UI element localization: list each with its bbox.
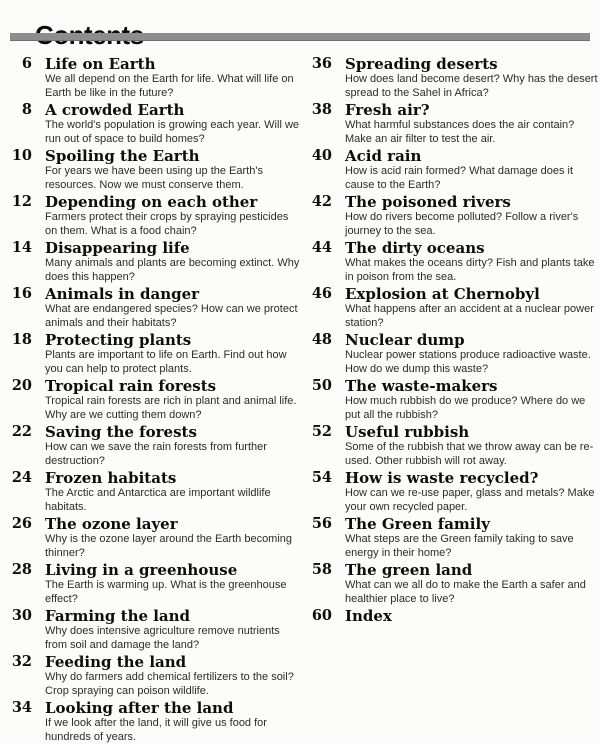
toc-entry-title: Looking after the land (45, 699, 234, 717)
toc-entry (8, 285, 300, 330)
toc-entry (8, 239, 300, 284)
toc-entry (8, 423, 300, 468)
toc-entry-title: Frozen habitats (45, 469, 177, 487)
toc-entry-title: Disappearing life (45, 239, 190, 257)
toc-entry (308, 377, 600, 422)
toc-entry-page-number: 42 (311, 193, 332, 210)
toc-entry (308, 101, 600, 146)
toc-entry (308, 515, 600, 560)
toc-entry-description: Many animals and plants are becoming extinct. Why does this happen? (45, 257, 300, 283)
toc-entry (8, 699, 300, 744)
toc-entry (8, 561, 300, 606)
toc-entry-description: What steps are the Green family taking to save energy in their home? (345, 533, 574, 559)
toc-entry (8, 147, 300, 192)
toc-entry-description: Why do farmers add chemical fertilizers to the soil? Crop spraying can poison wildlife. (45, 671, 294, 697)
toc-entry-title: Acid rain (345, 147, 422, 165)
toc-entry-title: How is waste recycled? (345, 469, 539, 487)
toc-entry-title: Spoiling the Earth (45, 147, 200, 165)
toc-entry (308, 193, 600, 238)
toc-entry (8, 55, 300, 100)
toc-entry-title: Feeding the land (45, 653, 187, 671)
toc-entry (308, 607, 600, 625)
toc-entry-title: Explosion at Chernobyl (345, 285, 540, 303)
toc-entry-page-number: 24 (11, 469, 32, 486)
toc-entry (308, 285, 600, 330)
toc-entry (8, 653, 300, 698)
toc-entry-description: What are endangered species? How can we protect animals and their habitats? (45, 303, 298, 329)
toc-entry-title: Protecting plants (45, 331, 192, 349)
toc-entry-description: How is acid rain formed? What damage does it cause to the Earth? (345, 165, 574, 191)
toc-entry-page-number: 52 (311, 423, 332, 440)
toc-entry-description: What makes the oceans dirty? Fish and plants take in poison from the sea. (345, 257, 595, 283)
toc-entry-page-number: 38 (311, 101, 332, 118)
toc-entry-page-number: 28 (11, 561, 32, 578)
toc-entry-title: The poisoned rivers (345, 193, 511, 211)
toc-entry-title: The green land (345, 561, 473, 579)
toc-entry-title: Living in a greenhouse (45, 561, 238, 579)
toc-entry-page-number: 6 (21, 55, 32, 72)
toc-entry-page-number: 30 (11, 607, 32, 624)
toc-entry-page-number: 36 (311, 55, 332, 72)
toc-entry-page-number: 44 (311, 239, 332, 256)
toc-entry-description: How can we save the rain forests from further destruction? (45, 441, 267, 467)
toc-entry-page-number: 14 (11, 239, 32, 256)
toc-entry-description: How do rivers become polluted? Follow a river's journey to the sea. (345, 211, 579, 237)
toc-entry (308, 423, 600, 468)
toc-entry-page-number: 56 (311, 515, 332, 532)
toc-entry-page-number: 46 (311, 285, 332, 302)
toc-entry (8, 607, 300, 652)
toc-entry-page-number: 48 (311, 331, 332, 348)
toc-entry-description: For years we have been using up the Earth's resources. Now we must conserve them. (45, 165, 263, 191)
toc-entry-title: A crowded Earth (45, 101, 185, 119)
toc-entry-page-number: 60 (311, 607, 332, 624)
toc-entry-title: Animals in danger (45, 285, 200, 303)
toc-entry (308, 55, 600, 100)
toc-entry-description: What harmful substances does the air contain? Make an air filter to test the air. (345, 119, 575, 145)
toc-entry-title: Farming the land (45, 607, 191, 625)
toc-entry-description: Why is the ozone layer around the Earth becoming thinner? (45, 533, 293, 559)
toc-entry-page-number: 8 (21, 101, 32, 118)
toc-entry-description: How can we re-use paper, glass and metals? Make your own recycled paper. (345, 487, 595, 513)
toc-entry-description: Tropical rain forests are rich in plant and animal life. Why are we cutting them down? (45, 395, 297, 421)
toc-entry-description: Plants are important to life on Earth. Find out how you can help to protect plants. (45, 349, 287, 375)
toc-entry-title: Nuclear dump (345, 331, 465, 349)
toc-entry (308, 331, 600, 376)
toc-entry (8, 377, 300, 422)
toc-entry-description: If we look after the land, it will give us food for hundreds of years. (45, 717, 267, 743)
toc-entry (308, 239, 600, 284)
toc-entry (8, 331, 300, 376)
toc-entry-title: Fresh air? (345, 101, 430, 119)
toc-entry-page-number: 20 (11, 377, 32, 394)
toc-entry-title: Life on Earth (45, 55, 156, 73)
toc-entry (308, 147, 600, 192)
table-of-contents (8, 55, 600, 745)
toc-entry-page-number: 26 (11, 515, 32, 532)
toc-entry-title: Spreading deserts (345, 55, 498, 73)
toc-entry-description: Why does intensive agriculture remove nutrients from soil and damage the land? (45, 625, 280, 651)
toc-column-right (308, 55, 600, 745)
toc-entry-page-number: 34 (11, 699, 32, 716)
toc-entry-page-number: 58 (311, 561, 332, 578)
toc-entry-title: Tropical rain forests (45, 377, 217, 395)
toc-entry-title: The ozone layer (45, 515, 178, 533)
toc-entry-page-number: 16 (11, 285, 32, 302)
toc-entry-description: We all depend on the Earth for life. What will life on Earth be like in the future? (45, 73, 294, 99)
toc-entry (8, 193, 300, 238)
toc-entry (8, 469, 300, 514)
toc-entry (308, 469, 600, 514)
toc-entry-title: Useful rubbish (345, 423, 470, 441)
toc-entry (8, 515, 300, 560)
toc-entry-page-number: 32 (11, 653, 32, 670)
toc-entry-title: Saving the forests (45, 423, 197, 441)
toc-column-left (8, 55, 300, 745)
toc-entry-title: The dirty oceans (345, 239, 485, 257)
toc-entry-page-number: 50 (311, 377, 332, 394)
toc-entry-description: The Earth is warming up. What is the greenhouse effect? (45, 579, 287, 605)
toc-entry-title: Depending on each other (45, 193, 258, 211)
toc-entry-description: How much rubbish do we produce? Where do we put all the rubbish? (345, 395, 586, 421)
toc-entry-title: Index (345, 607, 392, 625)
toc-entry-title: The waste-makers (345, 377, 498, 395)
toc-entry-description: Nuclear power stations produce radioactive waste. How do we dump this waste? (345, 349, 591, 375)
toc-entry-page-number: 22 (11, 423, 32, 440)
toc-entry-page-number: 40 (311, 147, 332, 164)
toc-entry-description: How does land become desert? Why has the desert spread to the Sahel in Africa? (345, 73, 598, 99)
toc-entry-page-number: 12 (11, 193, 32, 210)
toc-entry-description: Farmers protect their crops by spraying pesticides on them. What is a food chain? (45, 211, 289, 237)
toc-entry-page-number: 18 (11, 331, 32, 348)
toc-entry-page-number: 54 (311, 469, 332, 486)
toc-entry-page-number: 10 (11, 147, 32, 164)
toc-entry-description: What happens after an accident at a nuclear power station? (345, 303, 594, 329)
toc-entry-description: Some of the rubbish that we throw away can be re-used. Other rubbish will rot away. (345, 441, 594, 467)
toc-entry (8, 101, 300, 146)
toc-entry-description: The world's population is growing each year. Will we run out of space to build homes? (45, 119, 299, 145)
title-rule-divider (10, 33, 590, 41)
toc-entry (308, 561, 600, 606)
toc-entry-title: The Green family (345, 515, 490, 533)
toc-entry-description: The Arctic and Antarctica are important wildlife habitats. (45, 487, 271, 513)
toc-entry-description: What can we all do to make the Earth a safer and healthier place to live? (345, 579, 586, 605)
